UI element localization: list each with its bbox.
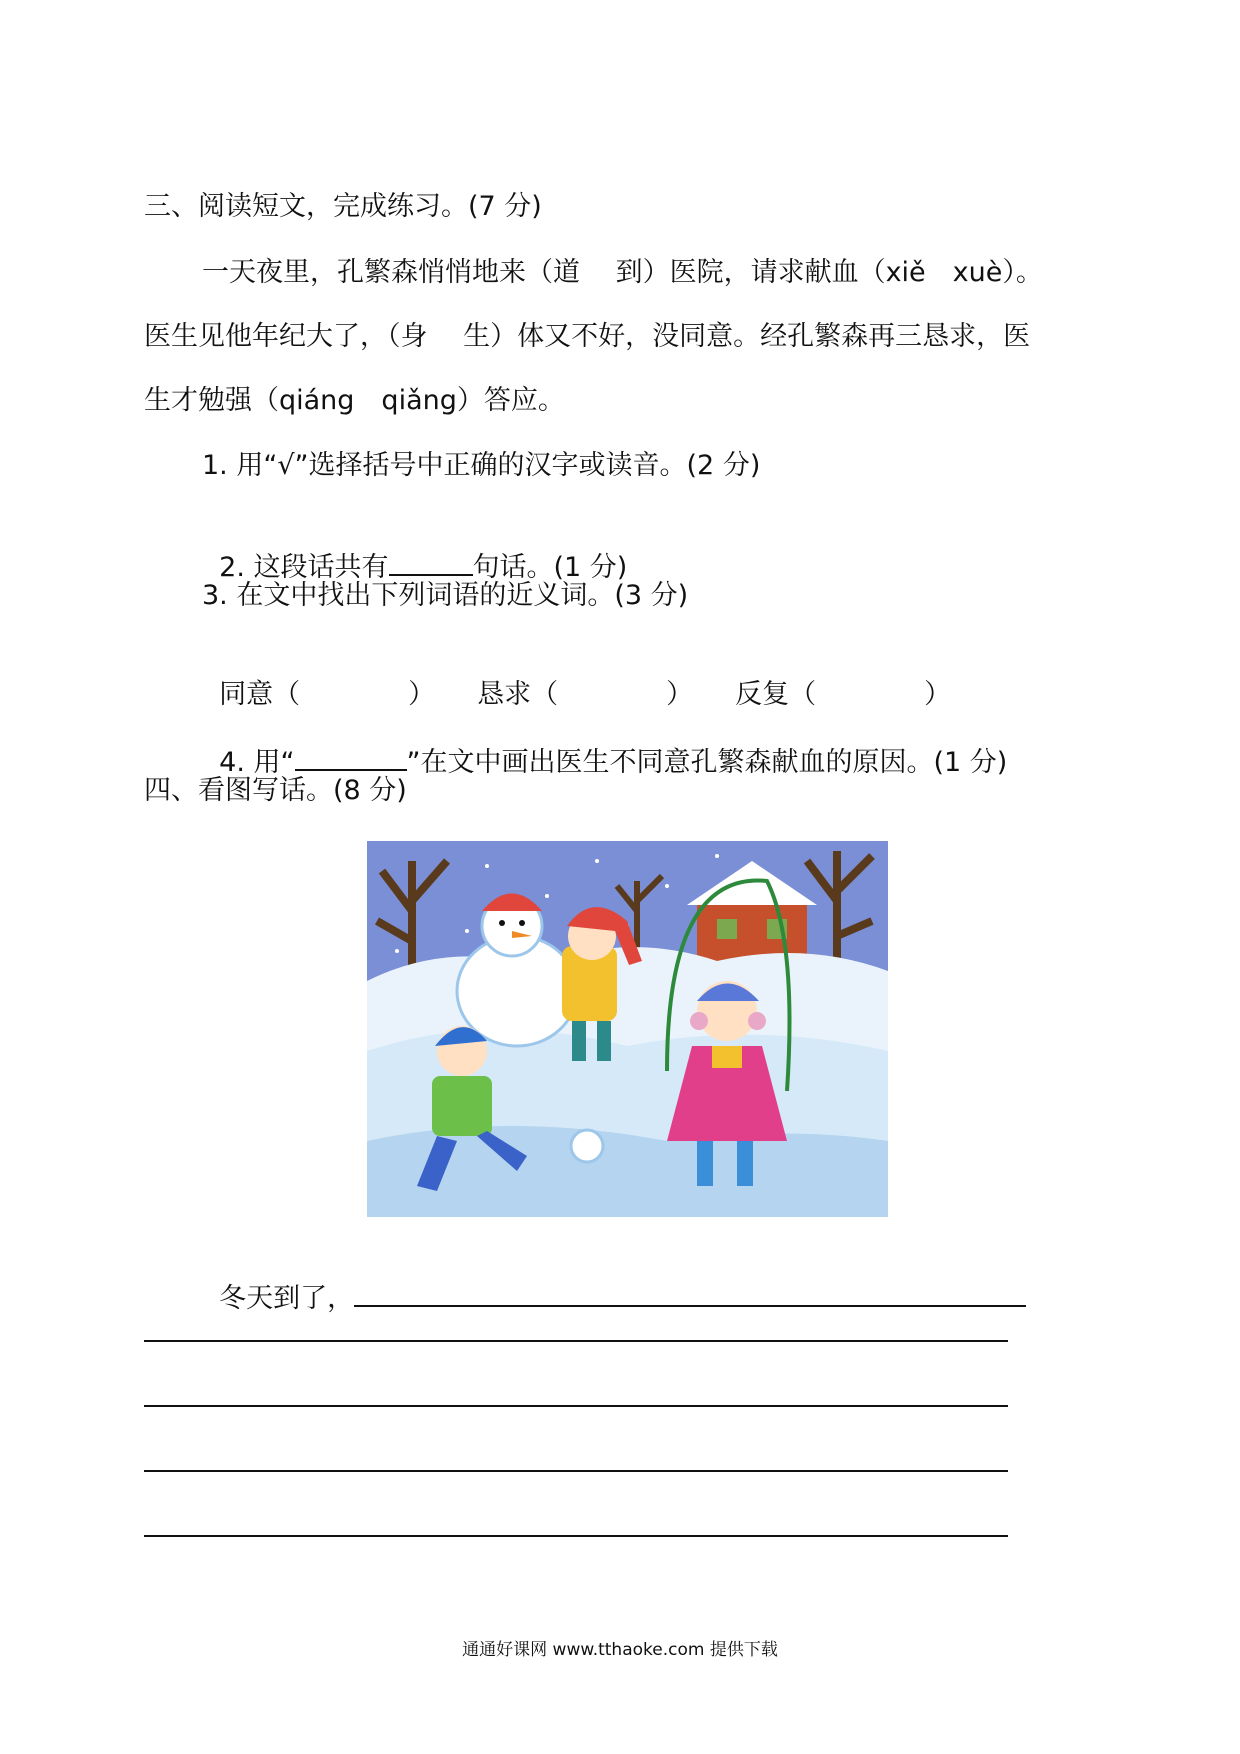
writing-line-4[interactable] [144,1470,1008,1472]
footer-source: 通通好课网 www.tthaoke.com 提供下载 [462,1640,778,1660]
passage-line-3: 生才勉强（qiáng qiǎng）答应。 [144,385,565,416]
synonym-item-kenqiu[interactable]: 恳求（ ） [477,679,694,710]
question-4 [202,709,1007,780]
synonym-item-fanfu[interactable]: 反复（ ） [735,679,952,710]
answer-blank-sentence-count[interactable] [389,548,473,576]
snowball [571,1130,603,1162]
section3-title: 三、阅读短文，完成练习。(7 分) [144,191,542,222]
synonym-item-tongyi[interactable]: 同意（ ） [219,679,436,710]
winter-play-illustration [367,841,888,1217]
section4-title: 四、看图写话。(8 分) [144,775,407,806]
question-4-text-after: ”在文中画出医生不同意孔繁森献血的原因。(1 分) [406,747,1008,778]
question-2 [202,514,627,585]
question-2-text-after: 句话。(1 分) [472,552,628,583]
underline-sample [295,743,407,771]
writing-line-1[interactable] [354,1279,1026,1307]
question-4-text-before: 4. 用“ [219,747,295,778]
question-2-text-before: 2. 这段话共有 [219,552,389,583]
question-3: 3. 在文中找出下列词语的近义词。(3 分) [202,580,689,611]
writing-line-2[interactable] [144,1340,1008,1342]
writing-line-5[interactable] [144,1535,1008,1537]
writing-start-text: 冬天到了， [219,1283,355,1314]
writing-prompt-line [202,1245,1026,1316]
synonym-answer-row [202,644,993,712]
passage-line-1: 一天夜里，孔繁森悄悄地来（道 到）医院，请求献血（xiě xuè）。 [202,257,1043,288]
question-1: 1. 用“√”选择括号中正确的汉字或读音。(2 分) [202,450,761,481]
passage-line-2: 医生见他年纪大了，（身 生）体又不好，没同意。经孔繁森再三恳求，医 [144,321,1031,352]
writing-line-3[interactable] [144,1405,1008,1407]
